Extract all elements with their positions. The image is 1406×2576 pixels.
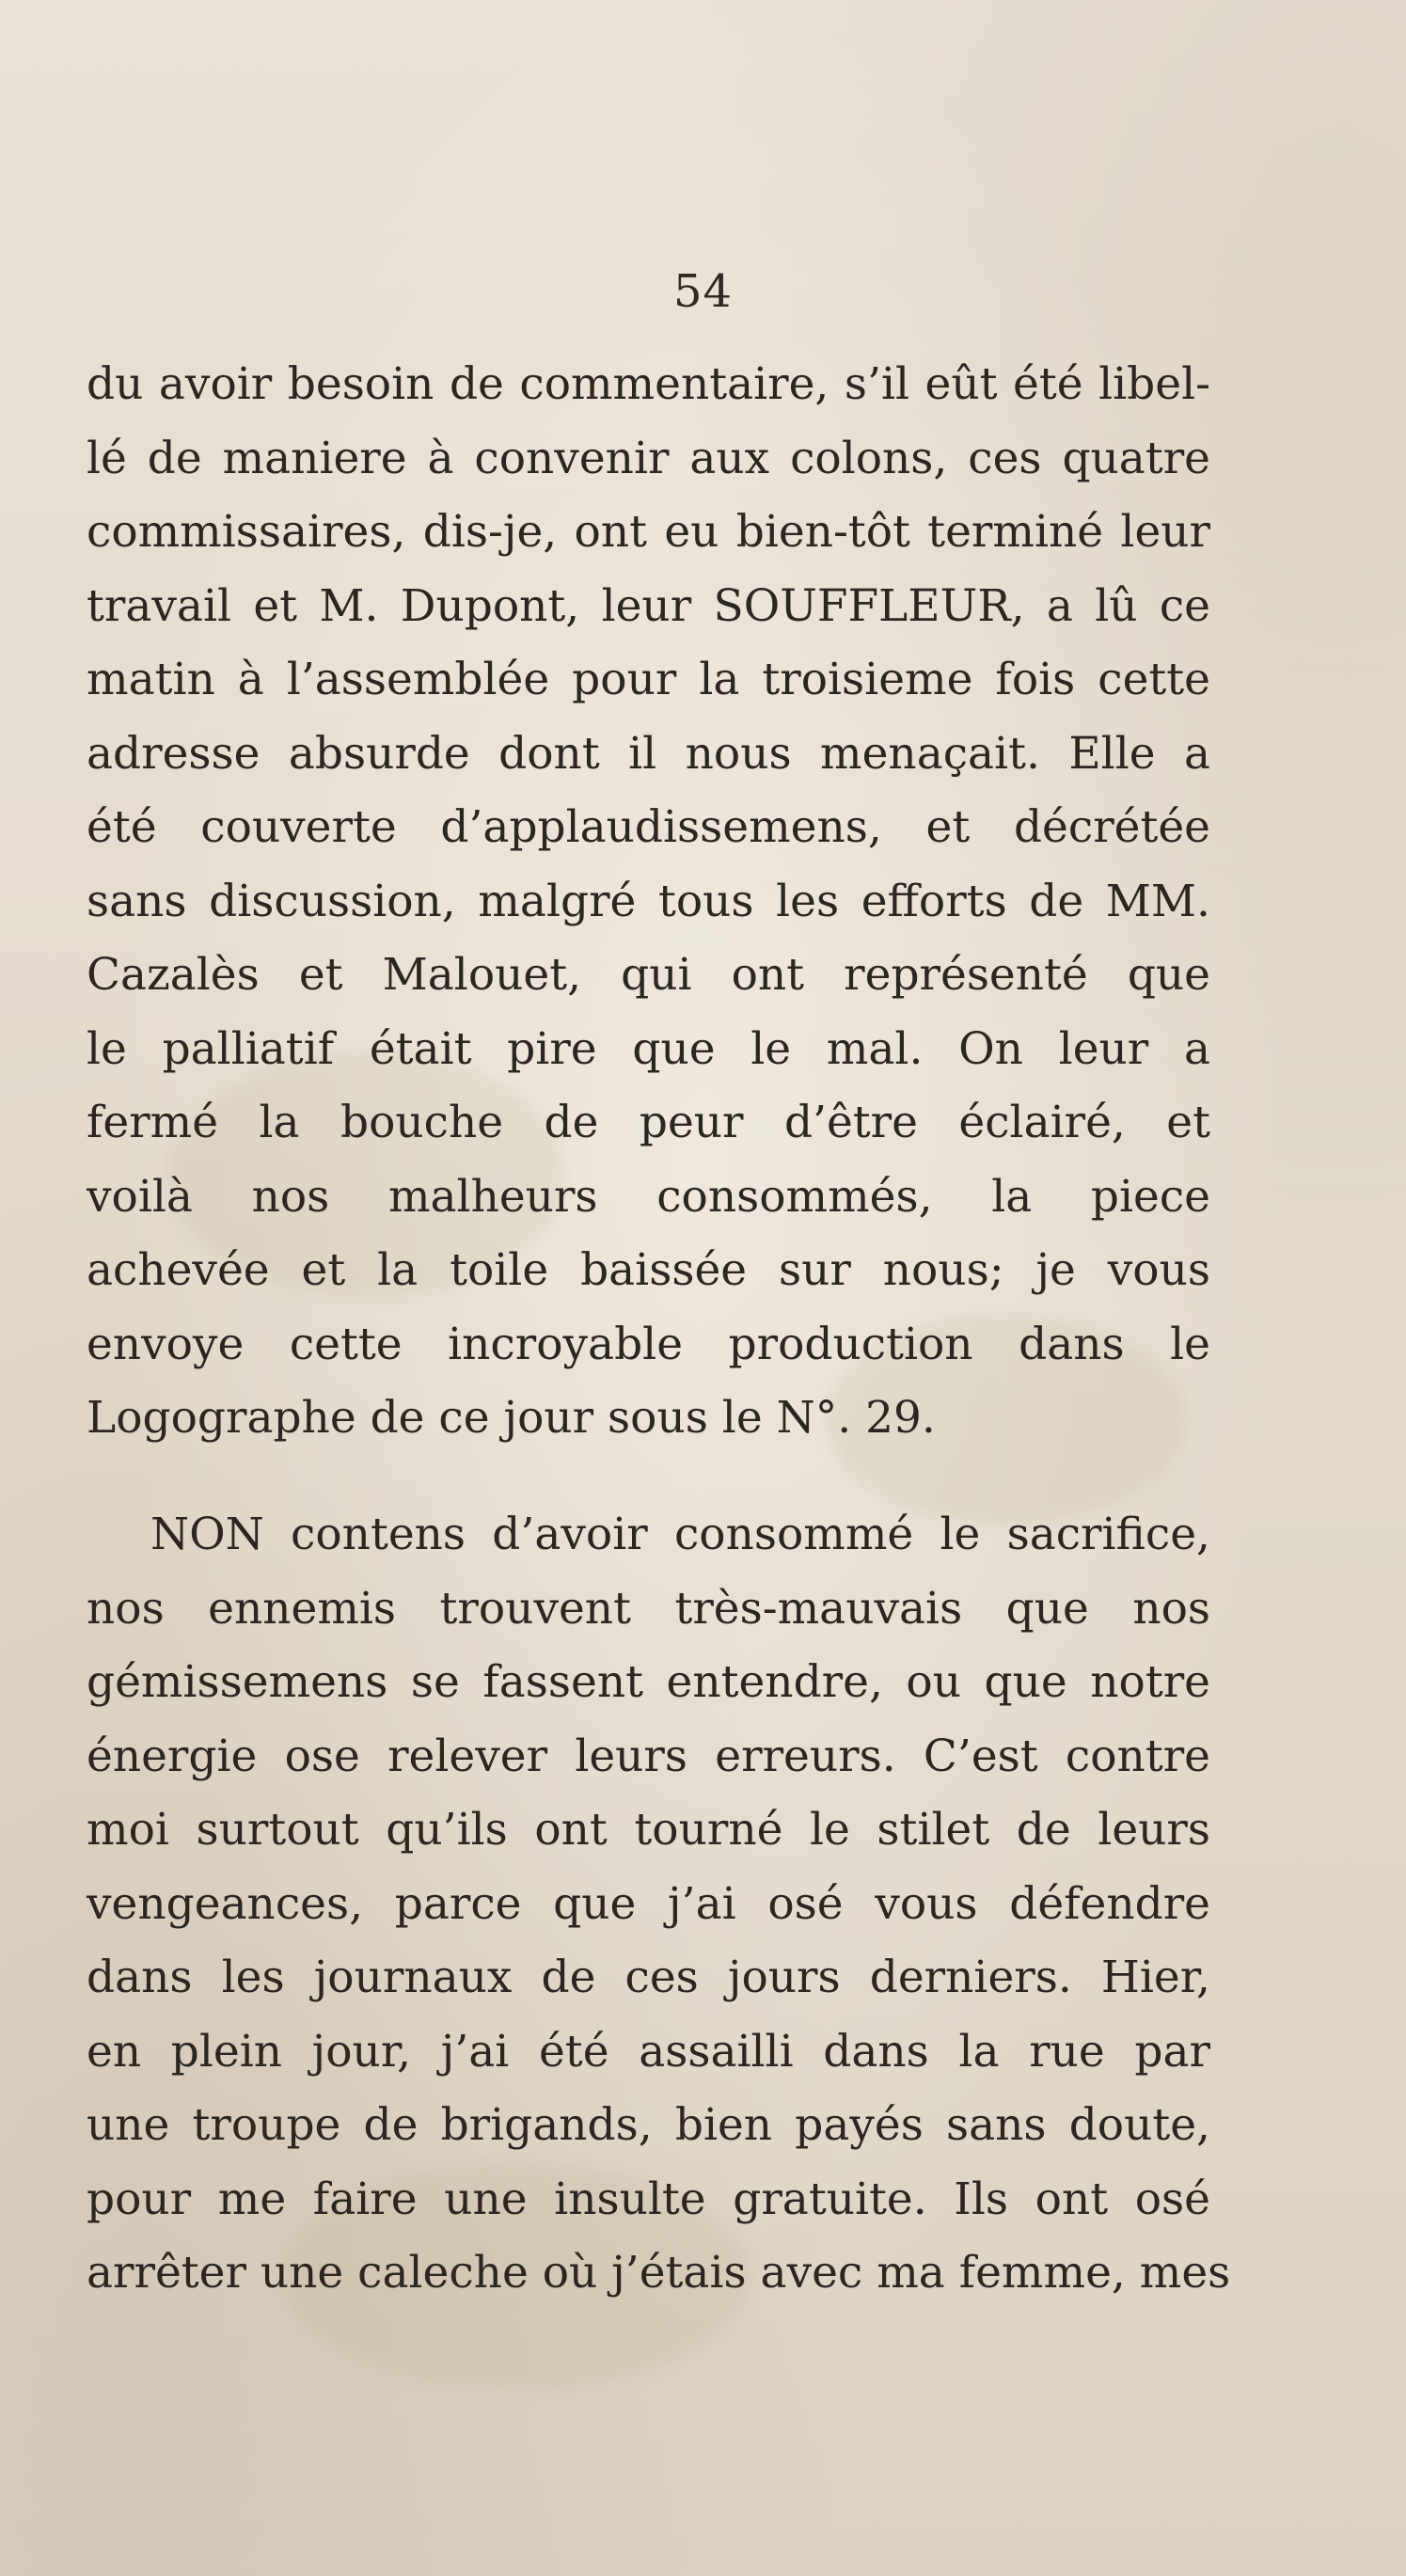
text-line: envoye cette incroyable production dans le xyxy=(87,1318,1210,1370)
paragraph-first-line: NON contens d’avoir consommé le sacrifice, xyxy=(150,1509,1210,1560)
text-line: sans discussion, malgré tous les efforts de MM. xyxy=(87,875,1210,927)
text-line: une troupe de brigands, bien payés sans doute, xyxy=(87,2099,1210,2151)
text-line: en plein jour, j’ai été assailli dans la rue par xyxy=(87,2025,1210,2078)
text-line: moi surtout qu’ils ont tourné le stilet de leurs xyxy=(87,1804,1210,1856)
text-line: énergie ose relever leurs erreurs. C’est contre xyxy=(87,1730,1210,1782)
text-line: du avoir besoin de commentaire, s’il eût été libel- xyxy=(87,358,1210,410)
text-line: arrêter une caleche où j’étais avec ma femme, mes xyxy=(87,2247,1231,2299)
text-line: été couverte d’applaudissemens, et décrétée xyxy=(87,801,1210,853)
text-line: vengeances, parce que j’ai osé vous défendre xyxy=(87,1877,1210,1930)
text-line: achevée et la toile baissée sur nous; je vous xyxy=(87,1244,1210,1296)
text-line: commissaires, dis-je, ont eu bien-tôt terminé leur xyxy=(87,506,1210,558)
text-line: matin à l’assemblée pour la troisieme fois cette xyxy=(87,654,1210,705)
text-line: le palliatif était pire que le mal. On leur a xyxy=(87,1022,1210,1075)
page-number: 54 xyxy=(672,265,734,318)
text-line: gémissemens se fassent entendre, ou que notre xyxy=(87,1656,1210,1708)
text-line: fermé la bouche de peur d’être éclairé, et xyxy=(87,1097,1210,1148)
text-line: dans les journaux de ces jours derniers. Hier, xyxy=(87,1952,1210,2003)
text-line: pour me faire une insulte gratuite. Ils ont osé xyxy=(87,2173,1210,2225)
text-line: lé de maniere à convenir aux colons, ces quatre xyxy=(87,432,1210,484)
paragraph-last-line: Logographe de ce jour sous le N°. 29. xyxy=(87,1392,936,1444)
text-line: Cazalès et Malouet, qui ont représenté que xyxy=(87,949,1210,1001)
text-line: voilà nos malheurs consommés, la piece xyxy=(87,1170,1210,1223)
body-text xyxy=(87,348,1231,2311)
text-line: travail et M. Dupont, leur SOUFFLEUR, a lû ce xyxy=(87,579,1210,632)
text-line: nos ennemis trouvent très-mauvais que nos xyxy=(87,1582,1210,1635)
text-line: adresse absurde dont il nous menaçait. Elle a xyxy=(87,727,1210,780)
